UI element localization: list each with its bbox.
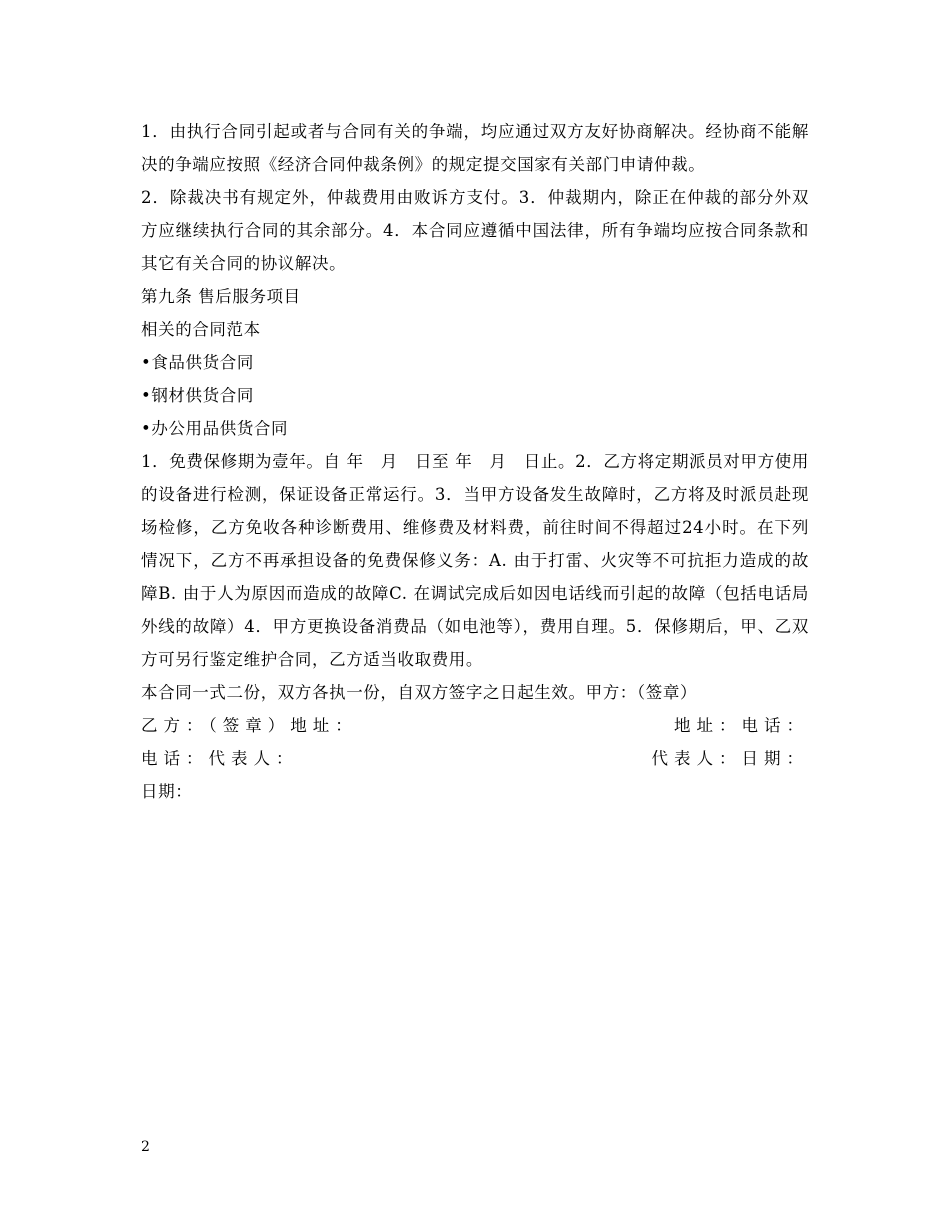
party-b-phone-representative-label: 电话：代表人：: [141, 749, 299, 768]
party-a-representative-date-label: 代表人：日期：: [651, 749, 809, 768]
signature-row-1: [141, 709, 809, 742]
party-b-signature-label: 乙方：（签章）地址：: [141, 716, 358, 735]
document-body: [141, 115, 809, 808]
party-a-address-phone-label: 地址：电话：: [674, 716, 809, 735]
related-template-link-food[interactable]: •食品供货合同: [141, 353, 254, 372]
arbitration-paragraph: 2．除裁决书有规定外，仲裁费用由败诉方支付。3．仲裁期内，除正在仲裁的部分外双方应继续执行合同的其余部分。4．本合同应遵循中国法律，所有争端均应按合同条款和其它有关合同的协议解决。: [141, 188, 809, 273]
after-sales-service-paragraph: 1．免费保修期为壹年。自 年 月 日至 年 月 日止。2．乙方将定期派员对甲方使用的设备进行检测，保证设备正常运行。3．当甲方设备发生故障时，乙方将及时派员赴现场检修，乙方免收各种诊断费用、维修费及材料费，前往时间不得超过24小时。在下列情况下，乙方不再承担设备的免费保修义务：A. 由于打雷、火灾等不可抗拒力造成的故障B. 由于人为原因而造成的故障C. 在调试完成后如因电话线而引起的故障（包括电话局外线的故障）4．甲方更换设备消费品（如电池等），费用自理。5．保修期后，甲、乙双方可另行鉴定维护合同，乙方适当收取费用。: [141, 452, 809, 669]
related-template-link-steel[interactable]: •钢材供货合同: [141, 386, 254, 405]
article-9-heading: 第九条 售后服务项目: [141, 287, 301, 306]
party-b-date-label: 日期：: [141, 782, 193, 801]
signature-row-2: [141, 742, 809, 775]
dispute-resolution-paragraph: 1．由执行合同引起或者与合同有关的争端，均应通过双方友好协商解决。经协商不能解决的争端应按照《经济合同仲裁条例》的规定提交国家有关部门申请仲裁。: [141, 122, 809, 174]
related-template-link-office[interactable]: •办公用品供货合同: [141, 419, 289, 438]
page-number: 2: [141, 1139, 150, 1155]
signature-intro: 本合同一式二份，双方各执一份，自双方签字之日起生效。甲方：（签章）: [141, 683, 698, 702]
related-templates-heading: 相关的合同范本: [141, 320, 261, 339]
